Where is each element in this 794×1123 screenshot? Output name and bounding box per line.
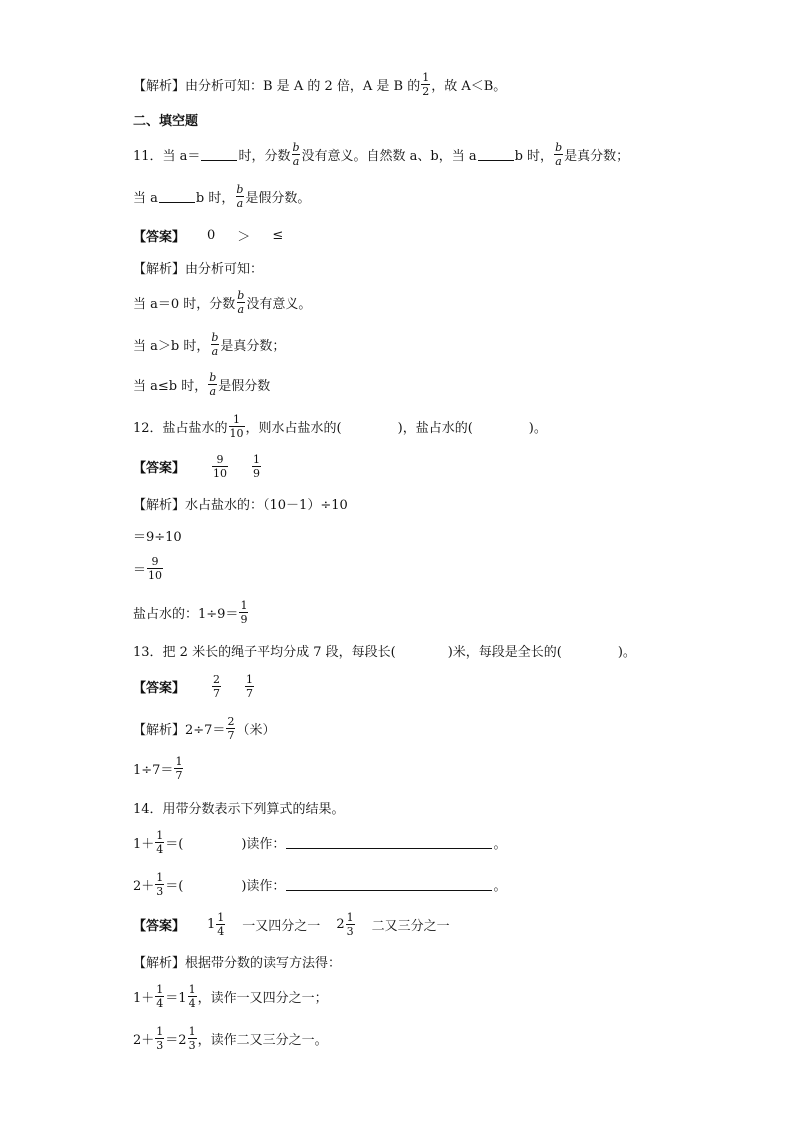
q11-exp-4 [133,372,270,397]
answer-label: 【答案】 [133,681,186,696]
text: 没有意义。 [246,297,312,312]
text: 盐占水的：1÷9＝ [133,607,239,622]
text: 是真分数； [220,339,286,354]
fraction: $\frac{1}{3}$ [156,871,164,898]
text: 当 a≤b 时， [133,379,208,394]
fraction: $\frac{9}{10}$ [148,555,163,582]
q11-line-1 [133,142,629,167]
text: 。 [493,879,507,894]
text: ，读作二又三分之一。 [197,1033,328,1048]
text: 2＋ [133,1033,155,1048]
text: 是真分数； [564,149,630,164]
text: 【解析】2÷7＝ [133,723,226,738]
text: 13．把 2 米长的绳子平均分成 7 段，每段长( [133,645,396,660]
answer-label: 【答案】 [133,919,186,934]
text: b 时， [195,191,235,206]
reading-blank[interactable] [286,878,492,891]
answer-reading: 一又四分之一 [242,919,321,934]
mixed-whole: 2 [336,917,345,932]
text: 没有意义。自然数 a、b，当 a [301,149,477,164]
text: 。 [493,837,507,852]
text: )米，每段是全长的( [447,645,562,660]
fraction: $\frac{1}{3}$ [156,1025,164,1052]
answer-value: ≤ [272,228,284,243]
text: 12．盐占盐水的 [133,421,228,436]
answer-value: ＞ [237,230,251,245]
text: 1＋ [133,991,155,1006]
fraction: $\frac{1}{4}$ [217,911,225,938]
text: 1＋ [133,837,155,852]
fraction-b-over-a: $\frac{b}{a}$ [211,331,219,358]
text: 当 a＞b 时， [133,339,210,354]
text: （米） [236,723,276,738]
text: )读作： [241,879,286,894]
fraction: $\frac{1}{7}$ [175,755,183,782]
section-title: 二、填空题 [133,114,199,129]
q14-exp-3 [133,1026,328,1051]
fraction: $\frac{1}{2}$ [422,71,430,98]
mixed-whole: 1 [207,917,216,932]
text: ＝1 [165,991,187,1006]
fraction: $\frac{2}{7}$ [213,673,221,700]
fraction-b-over-a: $\frac{b}{a}$ [237,289,245,316]
fraction: $\frac{1}{4}$ [188,983,196,1010]
text: )。 [617,645,636,660]
text: ＝2 [165,1033,187,1048]
text: ＝( [165,837,184,852]
q14-row-1 [133,830,506,855]
answer-blank[interactable] [478,148,514,161]
fraction: $\frac{2}{7}$ [227,715,235,742]
text: 时，分数 [238,149,291,164]
fraction-b-over-a: $\frac{b}{a}$ [292,141,300,168]
q13-exp-2 [133,756,184,781]
fraction: $\frac{1}{3}$ [188,1025,196,1052]
fraction-b-over-a: $\frac{b}{a}$ [209,371,217,398]
answer-blank[interactable] [159,190,195,203]
fraction: $\frac{1}{4}$ [156,983,164,1010]
q11-exp-2 [133,290,311,315]
text: 11．当 a＝ [133,149,201,164]
q12-exp-3 [133,556,164,581]
q11-answer [133,226,283,245]
fraction: $\frac{1}{3}$ [346,911,354,938]
text: ，则水占盐水的( [245,421,342,436]
q14-exp-1: 【解析】根据带分数的读写方法得： [133,956,342,971]
text: 1÷7＝ [133,763,174,778]
q11-exp-3 [133,332,285,357]
q13-question [133,641,636,660]
q14-title: 14．用带分数表示下列算式的结果。 [133,802,345,817]
fraction: $\frac{1}{10}$ [229,413,244,440]
q12-answer [133,454,262,479]
q13-answer [133,674,255,699]
fraction: $\frac{1}{4}$ [156,829,164,856]
analysis-line-10 [133,72,506,97]
reading-blank[interactable] [286,836,492,849]
answer-reading: 二又三分之一 [371,919,450,934]
q12-question [133,414,547,439]
text: 当 a [133,191,158,206]
answer-label: 【答案】 [133,230,186,245]
fraction-b-over-a: $\frac{b}{a}$ [236,183,244,210]
answer-label: 【答案】 [133,461,186,476]
q12-exp-2: ＝9÷10 [133,530,182,545]
text: ＝( [165,879,184,894]
text: b 时， [514,149,554,164]
answer-value: 0 [207,228,216,243]
q11-exp-1: 【解析】由分析可知： [133,262,264,277]
text: 是假分数。 [245,191,311,206]
fraction: $\frac{1}{7}$ [246,673,254,700]
fraction: $\frac{1}{9}$ [253,453,261,480]
q12-exp-1: 【解析】水占盐水的：（10－1）÷10 [133,498,348,513]
q14-row-2 [133,872,506,897]
q12-exp-4 [133,600,249,625]
text: 是假分数 [218,379,271,394]
answer-blank[interactable] [201,148,237,161]
q14-exp-2 [133,984,328,1009]
text: )读作： [241,837,286,852]
text: )。 [528,421,547,436]
q14-answer [133,912,450,937]
text: 【解析】由分析可知：B 是 A 的 2 倍，A 是 B 的 [133,79,421,94]
text: )，盐占水的( [397,421,473,436]
text: ，读作一又四分之一； [197,991,328,1006]
text: ，故 A＜B。 [431,79,507,94]
text: ＝ [133,563,147,578]
fraction-b-over-a: $\frac{b}{a}$ [555,141,563,168]
text: 2＋ [133,879,155,894]
fraction: $\frac{9}{10}$ [213,453,228,480]
q11-line-2 [133,184,310,209]
fraction: $\frac{1}{9}$ [240,599,248,626]
text: 当 a＝0 时，分数 [133,297,236,312]
q13-exp-1 [133,716,275,741]
